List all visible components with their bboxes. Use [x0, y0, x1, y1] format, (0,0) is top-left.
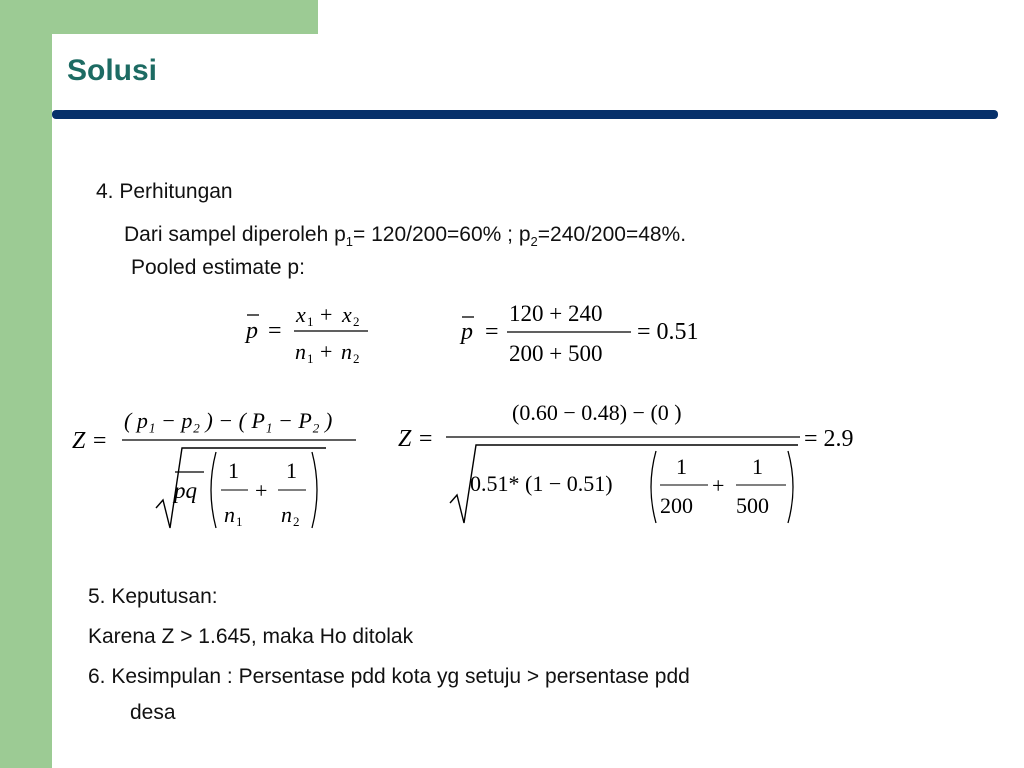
z-numeric-result: = 2.9 [804, 426, 854, 452]
z-numeric-numerator: (0.60 − 0.48) − (0 ) [512, 400, 682, 425]
decision-text: Karena Z > 1.645, maka Ho ditolak [88, 625, 414, 648]
z-numeric-lhs: Z = [398, 426, 434, 452]
z-general-numerator: ( p₁ − p₂ ) − ( P₁ − P₂ ) [124, 408, 333, 433]
z-numeric-frac2-num: 1 [752, 454, 763, 479]
step4-heading: 4. Perhitungan [96, 180, 233, 203]
step6-line2: desa [130, 701, 176, 724]
z-general-lhs: Z = [72, 428, 108, 454]
svg-text:=: = [485, 319, 499, 345]
line1-sub1: 1 [345, 234, 354, 250]
z-general-frac2-num: 1 [286, 458, 297, 483]
sample-proportions-line [124, 223, 686, 249]
num-x1-sub: 1 [307, 314, 314, 329]
z-numeric-root-term: 0.51* (1 − 0.51) [470, 471, 613, 496]
z-general-plus: + [255, 478, 268, 503]
den-n1: n [295, 339, 306, 364]
pbar-numeric-lhs: p [461, 319, 473, 345]
step5-heading: 5. Keputusan: [88, 585, 218, 608]
num-x2-sub: 2 [353, 314, 360, 329]
title-divider [52, 110, 998, 119]
left-green-band [0, 0, 52, 768]
slide-title: Solusi [67, 54, 158, 87]
pbar-general-formula [240, 295, 380, 380]
step6-line1: 6. Kesimpulan : Persentase pdd kota yg setuju > persentase pdd [88, 665, 690, 688]
z-numeric-formula [394, 395, 874, 540]
z-general-frac2-den-sub: 2 [293, 514, 300, 529]
z-general-frac2-den: n [281, 502, 292, 527]
line1-suffix: =240/200=48%. [537, 223, 687, 246]
top-green-band [0, 0, 318, 34]
z-numeric-plus: + [712, 473, 725, 498]
pbar-numeric-result: = 0.51 [637, 319, 699, 345]
z-general-frac1-den: n [224, 502, 235, 527]
den-n2-sub: 2 [353, 351, 360, 366]
pooled-estimate-label: Pooled estimate p: [131, 256, 305, 279]
z-general-formula [68, 400, 368, 545]
den-n1-sub: 1 [307, 351, 314, 366]
z-numeric-frac1-num: 1 [676, 454, 687, 479]
z-general-pq: pq [174, 478, 197, 503]
den-n2: n [341, 339, 352, 364]
z-general-frac1-num: 1 [228, 458, 239, 483]
line1-prefix: Dari sampel diperoleh p [124, 223, 346, 246]
line1-sub2: 2 [530, 234, 538, 250]
svg-text:=: = [268, 318, 282, 344]
z-numeric-frac1-den: 200 [660, 493, 693, 518]
pbar-numeric-denominator: 200 + 500 [509, 341, 603, 366]
line1-mid: = 120/200=60% ; p [353, 223, 531, 246]
den-plus: + [320, 339, 333, 364]
pbar-lhs: p [246, 318, 258, 344]
num-plus: + [320, 302, 333, 327]
num-x1: x [296, 302, 306, 327]
pbar-numeric-formula [455, 295, 725, 380]
num-x2: x [342, 302, 352, 327]
pbar-numeric-numerator: 120 + 240 [509, 301, 603, 326]
z-numeric-frac2-den: 500 [736, 493, 769, 518]
z-general-frac1-den-sub: 1 [236, 514, 243, 529]
